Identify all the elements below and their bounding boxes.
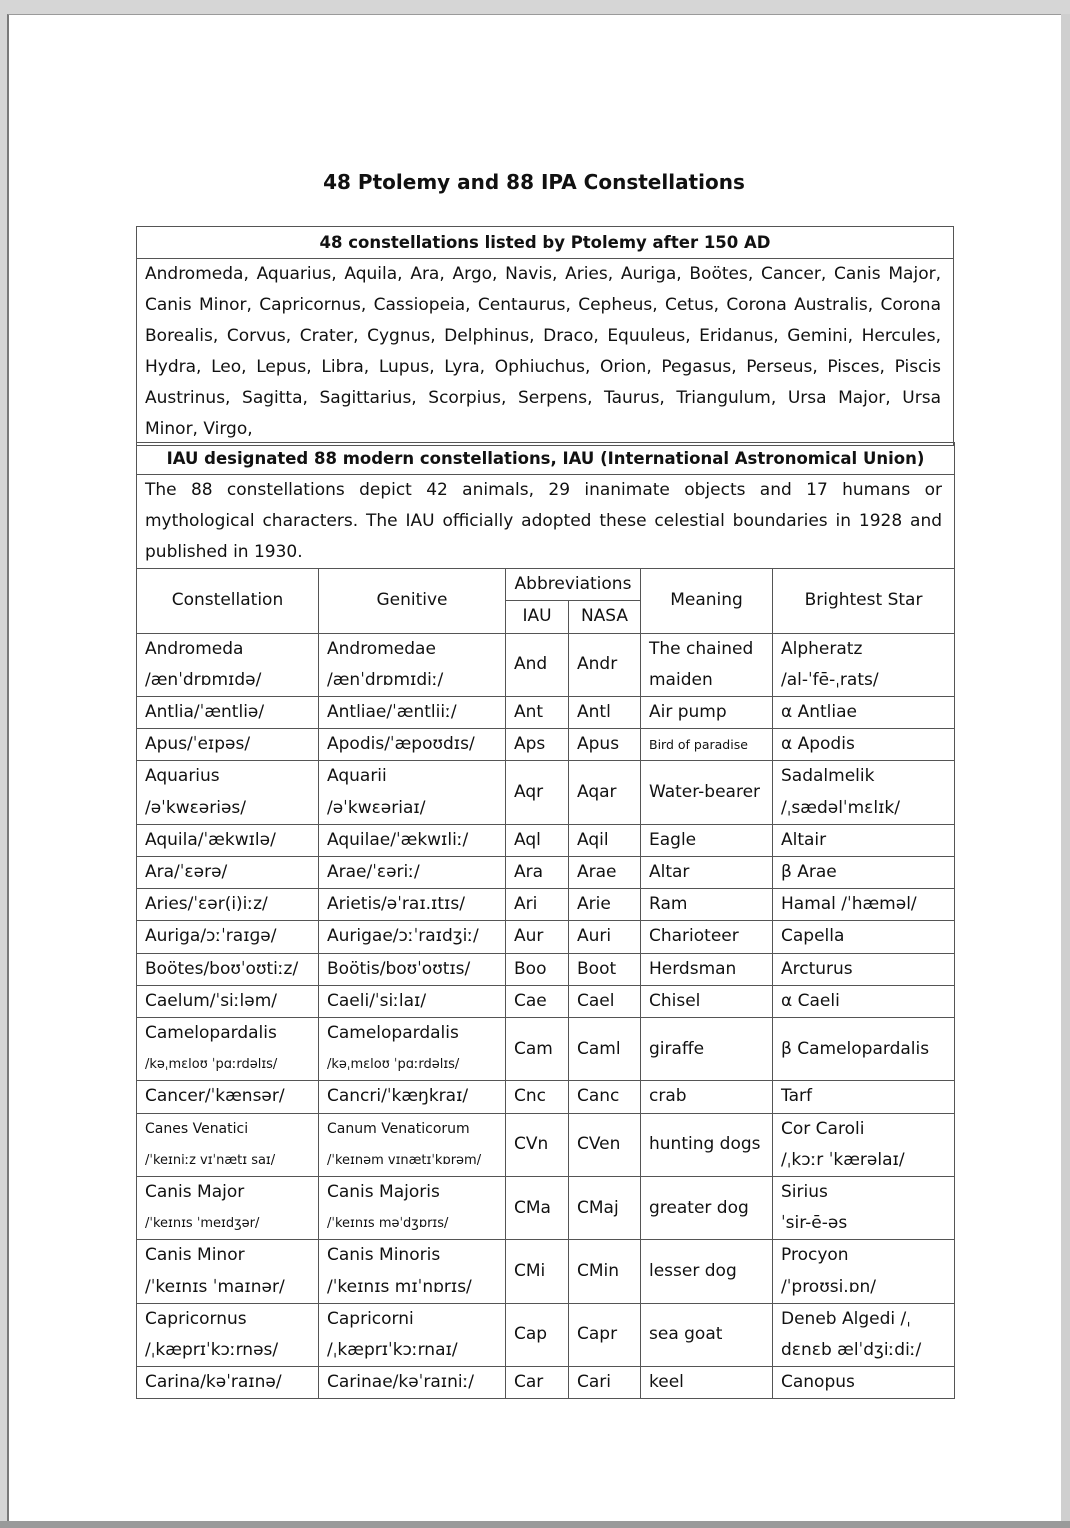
table-row bbox=[137, 985, 955, 1017]
table-row bbox=[137, 697, 955, 729]
genitive-cell-line: Cancri/ˈkæŋkraɪ/ bbox=[327, 1086, 469, 1107]
constellation-cell bbox=[137, 857, 319, 889]
brightest-star-cell bbox=[773, 953, 955, 985]
brightest-star-cell bbox=[773, 824, 955, 856]
nasa-abbr-cell bbox=[569, 824, 641, 856]
col-header-abbreviations: Abbreviations bbox=[506, 569, 641, 601]
genitive-cell-line: Boötis/boʊˈoʊtɪs/ bbox=[327, 958, 471, 979]
meaning-cell bbox=[641, 857, 773, 889]
table-row bbox=[137, 889, 955, 921]
brightest-star-cell-line: Sadalmelik bbox=[781, 766, 875, 787]
constellation-cell-line: Aquarius bbox=[145, 766, 220, 787]
meaning-cell-line: Altar bbox=[649, 862, 690, 883]
col-header-meaning: Meaning bbox=[641, 569, 773, 633]
meaning-cell-line: keel bbox=[649, 1372, 684, 1393]
constellation-cell bbox=[137, 633, 319, 696]
table-row bbox=[137, 633, 955, 696]
iau-abbr-cell-line: CMa bbox=[514, 1197, 551, 1218]
iau-abbr-cell bbox=[506, 729, 569, 761]
nasa-abbr-cell-line: Apus bbox=[577, 734, 620, 755]
viewer-bottom-edge bbox=[0, 1521, 1070, 1528]
brightest-star-cell bbox=[773, 761, 955, 824]
brightest-star-cell bbox=[773, 1018, 955, 1081]
genitive-cell-line: /ˈkeɪnɪs mɪˈnɒrɪs/ bbox=[327, 1276, 472, 1297]
iau-abbr-cell-line: CMi bbox=[514, 1261, 546, 1282]
meaning-cell-line: lesser dog bbox=[649, 1261, 737, 1282]
brightest-star-cell-line: α Apodis bbox=[781, 734, 855, 755]
nasa-abbr-cell-line: Aqil bbox=[577, 829, 609, 850]
nasa-abbr-cell-line: Andr bbox=[577, 654, 618, 675]
brightest-star-cell-line: β Arae bbox=[781, 862, 837, 883]
genitive-cell-line: Caeli/ˈsiːlaɪ/ bbox=[327, 990, 427, 1011]
genitive-cell-line: /ˈkeɪnɪs məˈdʒɒrɪs/ bbox=[327, 1216, 449, 1232]
brightest-star-cell bbox=[773, 633, 955, 696]
genitive-cell bbox=[319, 953, 506, 985]
col-header-constellation: Constellation bbox=[137, 569, 319, 633]
iau-abbr-cell bbox=[506, 1177, 569, 1240]
constellation-cell bbox=[137, 1303, 319, 1366]
meaning-cell bbox=[641, 729, 773, 761]
genitive-cell bbox=[319, 1018, 506, 1081]
meaning-cell bbox=[641, 889, 773, 921]
genitive-cell-line: Aquilae/ˈækwɪliː/ bbox=[327, 829, 469, 850]
iau-abbr-cell bbox=[506, 1240, 569, 1303]
genitive-cell-line: Canum Venaticorum bbox=[327, 1120, 470, 1137]
brightest-star-cell bbox=[773, 985, 955, 1017]
viewer-right-edge bbox=[1061, 14, 1070, 1528]
iau-abbr-cell bbox=[506, 1113, 569, 1176]
meaning-cell-line: sea goat bbox=[649, 1324, 723, 1345]
genitive-cell bbox=[319, 1240, 506, 1303]
nasa-abbr-cell-line: Auri bbox=[577, 926, 612, 947]
constellation-cell-line: Boötes/boʊˈoʊtiːz/ bbox=[145, 958, 299, 979]
table-row bbox=[137, 857, 955, 889]
iau-heading: IAU designated 88 modern constellations, IAU (International Astronomical Union) bbox=[137, 443, 955, 475]
constellation-cell-line: /ˈkeɪniːz vɪˈnætɪ saɪ/ bbox=[145, 1152, 276, 1168]
meaning-cell-line: Ram bbox=[649, 894, 688, 915]
iau-table bbox=[136, 442, 955, 1399]
genitive-cell bbox=[319, 824, 506, 856]
genitive-cell-line: Andromedae bbox=[327, 638, 436, 659]
brightest-star-cell-line: Procyon bbox=[781, 1245, 849, 1266]
meaning-cell bbox=[641, 1018, 773, 1081]
constellation-cell-line: Antlia/ˈæntliə/ bbox=[145, 702, 265, 723]
constellation-cell bbox=[137, 953, 319, 985]
nasa-abbr-cell bbox=[569, 1081, 641, 1113]
constellation-cell bbox=[137, 921, 319, 953]
iau-abbr-cell-line: Car bbox=[514, 1372, 544, 1393]
genitive-cell bbox=[319, 1113, 506, 1176]
constellation-cell-line: Apus/ˈeɪpəs/ bbox=[145, 734, 251, 755]
constellation-cell-line: Ara/ˈɛərə/ bbox=[145, 862, 228, 883]
meaning-cell-line: Eagle bbox=[649, 829, 697, 850]
nasa-abbr-cell-line: Arae bbox=[577, 862, 617, 883]
brightest-star-cell-line: α Antliae bbox=[781, 702, 858, 723]
meaning-cell-line: Charioteer bbox=[649, 926, 739, 947]
nasa-abbr-cell-line: CMaj bbox=[577, 1197, 619, 1218]
nasa-abbr-cell-line: Canc bbox=[577, 1086, 620, 1107]
constellation-cell-line: Auriga/ɔːˈraɪɡə/ bbox=[145, 926, 277, 947]
table-row bbox=[137, 921, 955, 953]
meaning-cell bbox=[641, 633, 773, 696]
genitive-cell-line: Apodis/ˈæpoʊdɪs/ bbox=[327, 734, 475, 755]
genitive-cell bbox=[319, 985, 506, 1017]
genitive-cell-line: Canis Majoris bbox=[327, 1182, 440, 1203]
nasa-abbr-cell-line: Cari bbox=[577, 1372, 611, 1393]
table-row bbox=[137, 1240, 955, 1303]
constellation-cell bbox=[137, 1177, 319, 1240]
iau-abbr-cell bbox=[506, 697, 569, 729]
iau-abbr-cell bbox=[506, 985, 569, 1017]
brightest-star-cell bbox=[773, 1113, 955, 1176]
brightest-star-cell-line: Cor Caroli bbox=[781, 1118, 865, 1139]
ptolemy-heading: 48 constellations listed by Ptolemy after 150 AD bbox=[137, 227, 954, 259]
brightest-star-cell bbox=[773, 1240, 955, 1303]
genitive-cell-line: Aquarii bbox=[327, 766, 387, 787]
constellation-cell-line: /ˌkæprɪˈkɔːrnəs/ bbox=[145, 1340, 279, 1361]
genitive-cell-line: Arae/ˈɛəriː/ bbox=[327, 862, 420, 883]
brightest-star-cell bbox=[773, 1177, 955, 1240]
table-row bbox=[137, 953, 955, 985]
constellation-cell bbox=[137, 1240, 319, 1303]
constellation-cell bbox=[137, 1113, 319, 1176]
meaning-cell bbox=[641, 824, 773, 856]
brightest-star-cell-line: Arcturus bbox=[781, 958, 853, 979]
brightest-star-cell-line: β Camelopardalis bbox=[781, 1038, 930, 1059]
genitive-cell bbox=[319, 889, 506, 921]
iau-abbr-cell bbox=[506, 824, 569, 856]
iau-abbr-cell-line: Aur bbox=[514, 926, 544, 947]
nasa-abbr-cell-line: CMin bbox=[577, 1261, 620, 1282]
table-row bbox=[137, 1177, 955, 1240]
genitive-cell-line: /kəˌmɛloʊ ˈpɑːrdəlɪs/ bbox=[327, 1057, 460, 1073]
constellation-cell-line: /ˈkeɪnɪs ˈmaɪnər/ bbox=[145, 1276, 285, 1297]
ptolemy-table bbox=[136, 226, 954, 446]
col-header-iau: IAU bbox=[506, 601, 569, 633]
meaning-cell bbox=[641, 1081, 773, 1113]
genitive-cell-line: /ˌkæprɪˈkɔːrnaɪ/ bbox=[327, 1340, 458, 1361]
meaning-cell bbox=[641, 953, 773, 985]
nasa-abbr-cell bbox=[569, 697, 641, 729]
brightest-star-cell-line: α Caeli bbox=[781, 990, 840, 1011]
nasa-abbr-cell-line: Caml bbox=[577, 1038, 621, 1059]
nasa-abbr-cell bbox=[569, 889, 641, 921]
constellation-cell bbox=[137, 889, 319, 921]
meaning-cell bbox=[641, 761, 773, 824]
brightest-star-cell bbox=[773, 1081, 955, 1113]
meaning-cell bbox=[641, 921, 773, 953]
meaning-cell-line: Air pump bbox=[649, 702, 727, 723]
constellation-cell bbox=[137, 1367, 319, 1399]
constellation-cell-line: Caelum/ˈsiːləm/ bbox=[145, 990, 277, 1011]
table-row bbox=[137, 1367, 955, 1399]
brightest-star-cell bbox=[773, 1367, 955, 1399]
genitive-cell-line: /əˈkwɛəriaɪ/ bbox=[327, 797, 426, 818]
nasa-abbr-cell bbox=[569, 1303, 641, 1366]
nasa-abbr-cell bbox=[569, 729, 641, 761]
constellation-cell bbox=[137, 824, 319, 856]
iau-abbr-cell bbox=[506, 857, 569, 889]
genitive-cell bbox=[319, 761, 506, 824]
meaning-cell bbox=[641, 985, 773, 1017]
genitive-cell bbox=[319, 1177, 506, 1240]
nasa-abbr-cell bbox=[569, 857, 641, 889]
genitive-cell-line: Camelopardalis bbox=[327, 1023, 459, 1044]
table-row bbox=[137, 729, 955, 761]
nasa-abbr-cell-line: Boot bbox=[577, 958, 617, 979]
iau-abbr-cell bbox=[506, 953, 569, 985]
genitive-cell bbox=[319, 921, 506, 953]
constellation-cell-line: Canis Major bbox=[145, 1182, 245, 1203]
meaning-cell-line: crab bbox=[649, 1086, 687, 1107]
table-row bbox=[137, 824, 955, 856]
genitive-cell-line: Antliae/ˈæntliiː/ bbox=[327, 702, 457, 723]
genitive-cell bbox=[319, 857, 506, 889]
ptolemy-list: Andromeda, Aquarius, Aquila, Ara, Argo, Navis, Aries, Auriga, Boötes, Cancer, Canis Major, Canis Minor, Capricornus, Cassiopeia, Centaurus, Cepheus, Cetus, Corona Australis, Corona Borealis, Corvus, Crater, Cygnus, Delphinus, Draco, Equuleus, Eridanus, Gemini, Hercules, Hydra, Leo, Lepus, Libra, Lupus, Lyra, Ophiuchus, Orion, Pegasus, Perseus, Pisces, Piscis Austrinus, Sagitta, Sagittarius, Scorpius, Serpens, Taurus, Triangulum, Ursa Major, Ursa Minor, Virgo, bbox=[137, 259, 954, 446]
brightest-star-cell bbox=[773, 697, 955, 729]
constellation-cell bbox=[137, 985, 319, 1017]
iau-rows bbox=[137, 633, 955, 1399]
iau-abbr-cell-line: Cap bbox=[514, 1324, 548, 1345]
nasa-abbr-cell-line: Aqar bbox=[577, 782, 617, 803]
nasa-abbr-cell-line: CVen bbox=[577, 1134, 621, 1155]
brightest-star-cell bbox=[773, 921, 955, 953]
constellation-cell-line: Capricornus bbox=[145, 1308, 247, 1329]
brightest-star-cell-line: Tarf bbox=[781, 1086, 812, 1107]
meaning-cell-line: hunting dogs bbox=[649, 1134, 761, 1155]
table-row bbox=[137, 1018, 955, 1081]
constellation-cell-line: Aquila/ˈækwɪlə/ bbox=[145, 829, 276, 850]
brightest-star-cell-line: Alpheratz bbox=[781, 638, 863, 659]
nasa-abbr-cell-line: Capr bbox=[577, 1324, 618, 1345]
brightest-star-cell bbox=[773, 889, 955, 921]
nasa-abbr-cell bbox=[569, 921, 641, 953]
brightest-star-cell bbox=[773, 729, 955, 761]
meaning-cell bbox=[641, 1367, 773, 1399]
table-row bbox=[137, 1303, 955, 1366]
meaning-cell-line: Bird of paradise bbox=[649, 737, 748, 753]
genitive-cell bbox=[319, 1303, 506, 1366]
genitive-cell-line: Aurigae/ɔːˈraɪdʒiː/ bbox=[327, 926, 479, 947]
constellation-cell-line: /kəˌmɛloʊ ˈpɑːrdəlɪs/ bbox=[145, 1057, 278, 1073]
meaning-cell-line: The chained maiden bbox=[649, 638, 754, 690]
iau-abbr-cell-line: And bbox=[514, 654, 548, 675]
brightest-star-cell-line: Altair bbox=[781, 829, 827, 850]
nasa-abbr-cell-line: Antl bbox=[577, 702, 611, 723]
iau-description: The 88 constellations depict 42 animals, 29 inanimate objects and 17 humans or mythological characters. The IAU officially adopted these celestial boundaries in 1928 and published in 1930. bbox=[137, 475, 955, 569]
constellation-cell-line: Carina/kəˈraɪnə/ bbox=[145, 1372, 282, 1393]
constellation-cell bbox=[137, 729, 319, 761]
col-header-genitive: Genitive bbox=[319, 569, 506, 633]
iau-abbr-cell bbox=[506, 889, 569, 921]
meaning-cell-line: giraffe bbox=[649, 1038, 705, 1059]
genitive-cell-line: Canis Minoris bbox=[327, 1245, 441, 1266]
nasa-abbr-cell bbox=[569, 633, 641, 696]
constellation-cell-line: Canes Venatici bbox=[145, 1120, 249, 1137]
brightest-star-cell-line: /ˌsædəlˈmɛlɪk/ bbox=[781, 797, 900, 818]
iau-abbr-cell bbox=[506, 1367, 569, 1399]
meaning-cell-line: Herdsman bbox=[649, 958, 737, 979]
col-header-brightest-star: Brightest Star bbox=[773, 569, 955, 633]
brightest-star-cell-line: Capella bbox=[781, 926, 845, 947]
iau-abbr-cell-line: Cam bbox=[514, 1038, 553, 1059]
iau-abbr-cell-line: Aqr bbox=[514, 782, 544, 803]
iau-abbr-cell-line: CVn bbox=[514, 1134, 549, 1155]
nasa-abbr-cell bbox=[569, 1113, 641, 1176]
table-row bbox=[137, 1081, 955, 1113]
genitive-cell bbox=[319, 697, 506, 729]
constellation-cell-line: Andromeda bbox=[145, 638, 244, 659]
nasa-abbr-cell bbox=[569, 985, 641, 1017]
meaning-cell bbox=[641, 1240, 773, 1303]
constellation-cell bbox=[137, 1018, 319, 1081]
genitive-cell bbox=[319, 1367, 506, 1399]
nasa-abbr-cell bbox=[569, 1177, 641, 1240]
meaning-cell-line: Chisel bbox=[649, 990, 701, 1011]
meaning-cell-line: Water-bearer bbox=[649, 782, 761, 803]
meaning-cell bbox=[641, 1303, 773, 1366]
col-header-nasa: NASA bbox=[569, 601, 641, 633]
iau-abbr-cell-line: Ara bbox=[514, 862, 544, 883]
meaning-cell-line: greater dog bbox=[649, 1197, 749, 1218]
constellation-cell-line: Aries/ˈɛər(i)iːz/ bbox=[145, 894, 268, 915]
iau-abbr-cell-line: Cnc bbox=[514, 1086, 546, 1107]
constellation-cell-line: Camelopardalis bbox=[145, 1023, 277, 1044]
brightest-star-cell-line: ˈsir-ē-əs bbox=[781, 1213, 848, 1234]
meaning-cell bbox=[641, 1113, 773, 1176]
nasa-abbr-cell bbox=[569, 1240, 641, 1303]
nasa-abbr-cell-line: Arie bbox=[577, 894, 611, 915]
brightest-star-cell-line: Canopus bbox=[781, 1372, 855, 1393]
nasa-abbr-cell bbox=[569, 953, 641, 985]
iau-abbr-cell bbox=[506, 1303, 569, 1366]
constellation-cell bbox=[137, 761, 319, 824]
iau-abbr-cell-line: Ari bbox=[514, 894, 538, 915]
iau-abbr-cell-line: Ant bbox=[514, 702, 544, 723]
constellation-cell-line: Cancer/ˈkænsər/ bbox=[145, 1086, 285, 1107]
meaning-cell bbox=[641, 1177, 773, 1240]
constellation-cell-line: /əˈkwɛəriəs/ bbox=[145, 797, 247, 818]
constellation-cell-line: Canis Minor bbox=[145, 1245, 245, 1266]
nasa-abbr-cell bbox=[569, 761, 641, 824]
constellation-cell-line: /ænˈdrɒmɪdə/ bbox=[145, 669, 262, 690]
constellation-cell-line: /ˈkeɪnɪs ˈmeɪdʒər/ bbox=[145, 1216, 260, 1232]
iau-abbr-cell-line: Cae bbox=[514, 990, 547, 1011]
brightest-star-cell-line: Hamal /ˈhæməl/ bbox=[781, 894, 917, 915]
iau-abbr-cell bbox=[506, 1081, 569, 1113]
nasa-abbr-cell bbox=[569, 1018, 641, 1081]
meaning-cell bbox=[641, 697, 773, 729]
genitive-cell-line: Capricorni bbox=[327, 1308, 414, 1329]
iau-abbr-cell-line: Aql bbox=[514, 829, 541, 850]
genitive-cell bbox=[319, 729, 506, 761]
nasa-abbr-cell-line: Cael bbox=[577, 990, 615, 1011]
brightest-star-cell-line: /ˌkɔːr ˈkærəlaɪ/ bbox=[781, 1149, 905, 1170]
iau-abbr-cell-line: Aps bbox=[514, 734, 546, 755]
table-row bbox=[137, 1113, 955, 1176]
genitive-cell-line: /ænˈdrɒmɪdiː/ bbox=[327, 669, 444, 690]
iau-abbr-cell bbox=[506, 633, 569, 696]
iau-abbr-cell bbox=[506, 921, 569, 953]
genitive-cell-line: /ˈkeɪnəm vɪnætɪˈkɒrəm/ bbox=[327, 1152, 482, 1168]
page-title: 48 Ptolemy and 88 IPA Constellations bbox=[323, 170, 745, 194]
genitive-cell bbox=[319, 1081, 506, 1113]
brightest-star-cell-line: /al-ˈfē-ˌrats/ bbox=[781, 669, 879, 690]
brightest-star-cell-line: /ˈproʊsi.ɒn/ bbox=[781, 1276, 876, 1297]
iau-abbr-cell bbox=[506, 761, 569, 824]
brightest-star-cell bbox=[773, 1303, 955, 1366]
brightest-star-cell-line: dɛnɛb ælˈdʒiːdiː/ bbox=[781, 1340, 922, 1361]
brightest-star-cell-line: Deneb Algedi /ˌ bbox=[781, 1308, 911, 1329]
constellation-cell bbox=[137, 1081, 319, 1113]
table-row bbox=[137, 761, 955, 824]
brightest-star-cell-line: Sirius bbox=[781, 1182, 828, 1203]
nasa-abbr-cell bbox=[569, 1367, 641, 1399]
genitive-cell-line: Carinae/kəˈraɪniː/ bbox=[327, 1372, 475, 1393]
genitive-cell-line: Arietis/əˈraɪ.ɪtɪs/ bbox=[327, 894, 465, 915]
genitive-cell bbox=[319, 633, 506, 696]
constellation-cell bbox=[137, 697, 319, 729]
brightest-star-cell bbox=[773, 857, 955, 889]
iau-abbr-cell-line: Boo bbox=[514, 958, 547, 979]
iau-abbr-cell bbox=[506, 1018, 569, 1081]
